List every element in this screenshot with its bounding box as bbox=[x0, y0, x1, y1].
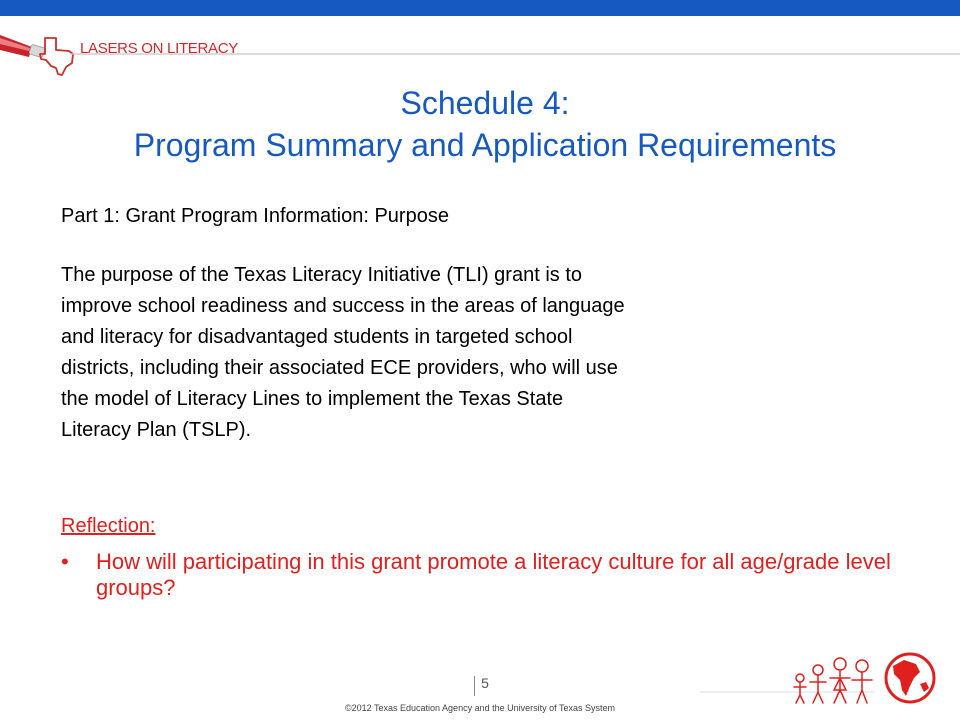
texas-map-icon bbox=[40, 38, 73, 75]
bullet-dot: • bbox=[61, 549, 69, 574]
logo-text: LASERS ON LITERACY bbox=[80, 40, 238, 57]
part-heading: Part 1: Grant Program Information: Purpose bbox=[61, 205, 449, 227]
purpose-line: The purpose of the Texas Literacy Initiative (TLI) grant is to bbox=[61, 264, 582, 286]
purpose-line: districts, including their associated ECE providers, who will use bbox=[61, 357, 618, 379]
purpose-line: and literacy for disadvantaged students in targeted school bbox=[61, 326, 573, 348]
reflection-label: Reflection: bbox=[61, 515, 156, 537]
top-banner-bar bbox=[0, 0, 960, 16]
laser-pointer-icon bbox=[0, 35, 45, 58]
footer-illustration bbox=[700, 640, 960, 720]
reflection-bullet-text: How will participating in this grant promote a literacy culture for all age/grade level groups? bbox=[96, 549, 891, 600]
page-number: 5 bbox=[481, 675, 489, 691]
globe-icon bbox=[886, 654, 934, 702]
purpose-paragraph bbox=[61, 260, 821, 446]
purpose-line: the model of Literacy Lines to implement the Texas State bbox=[61, 388, 564, 410]
purpose-line: improve school readiness and success in the areas of language bbox=[61, 295, 625, 317]
title-line-1: Schedule 4: bbox=[400, 85, 570, 121]
slide-title bbox=[0, 82, 960, 166]
purpose-line: Literacy Plan (TSLP). bbox=[61, 419, 252, 441]
title-line-2: Program Summary and Application Requirements bbox=[133, 127, 837, 163]
copyright-text: ©2012 Texas Education Agency and the University of Texas System bbox=[345, 703, 615, 713]
children-figures-icon bbox=[794, 658, 872, 703]
